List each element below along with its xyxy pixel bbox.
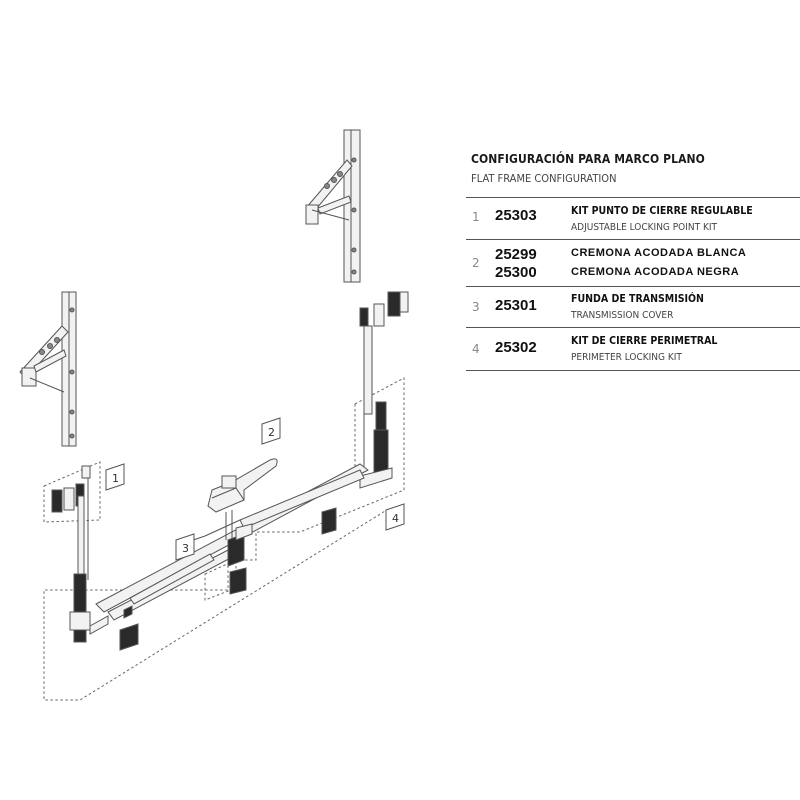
upper-right-locking-parts [360, 292, 408, 488]
part-code-white: 25299 [495, 246, 537, 263]
part-name-en: TRANSMISSION COVER [571, 310, 674, 321]
part-name-white: CREMONA ACODADA BLANCA [571, 247, 747, 259]
part-code: 25302 [495, 339, 537, 356]
row-index: 2 [472, 256, 480, 270]
part-code: 25303 [495, 207, 537, 224]
config-subtitle: FLAT FRAME CONFIGURATION [471, 172, 617, 185]
locking-point-kit-parts [52, 466, 90, 580]
part-code: 25301 [495, 297, 537, 314]
part-row-1 [466, 198, 800, 240]
callout-2: 2 [268, 426, 275, 439]
part-row-2 [466, 240, 800, 287]
stay-hinge-left [20, 292, 76, 446]
callout-4: 4 [392, 512, 399, 525]
part-name-en: ADJUSTABLE LOCKING POINT KIT [571, 222, 718, 233]
config-title: CONFIGURACIÓN PARA MARCO PLANO [471, 152, 705, 166]
stay-hinge-upper-right [306, 130, 360, 282]
row-index: 3 [472, 300, 480, 314]
bottom-locking-parts [70, 508, 336, 650]
callout-3: 3 [182, 542, 189, 555]
part-name: FUNDA DE TRANSMISIÓN [571, 293, 704, 305]
row-index: 1 [472, 210, 480, 224]
row-index: 4 [472, 342, 480, 356]
part-name-black: CREMONA ACODADA NEGRA [571, 266, 740, 278]
part-row-3 [466, 287, 800, 328]
parts-table [466, 148, 800, 371]
parts-rows [466, 197, 800, 371]
part-row-4 [466, 328, 800, 371]
part-name-en: PERIMETER LOCKING KIT [571, 352, 682, 363]
part-name: KIT PUNTO DE CIERRE REGULABLE [571, 205, 753, 217]
callout-boxes [106, 418, 404, 560]
part-name: KIT DE CIERRE PERIMETRAL [571, 335, 718, 347]
part-code-black: 25300 [495, 264, 537, 281]
callout-1: 1 [112, 472, 119, 485]
